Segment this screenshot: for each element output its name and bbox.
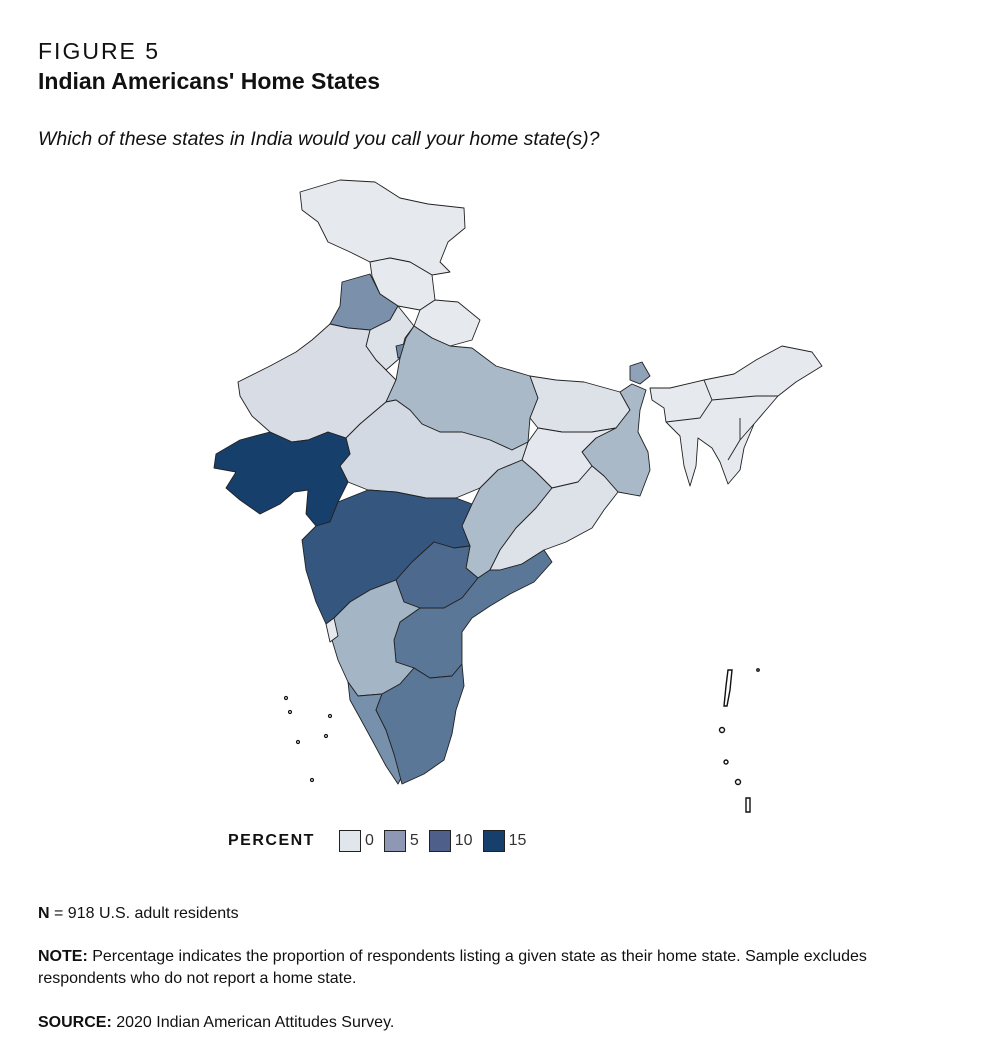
note-label: NOTE:	[38, 948, 88, 965]
region-sikkim	[630, 362, 650, 384]
legend-swatch-5	[384, 830, 406, 852]
legend-item-15	[483, 830, 527, 852]
survey-question: Which of these states in India would you call your home state(s)?	[38, 128, 600, 150]
legend-item-5	[384, 830, 419, 852]
legend-item-10	[429, 830, 473, 852]
india-choropleth-map	[200, 170, 840, 820]
region-northeast	[650, 346, 822, 486]
n-text: = 918 U.S. adult residents	[49, 905, 239, 922]
note-text	[38, 946, 948, 990]
source-body: 2020 Indian American Attitudes Survey.	[111, 1014, 395, 1031]
legend-swatch-10	[429, 830, 451, 852]
n-label: N	[38, 905, 50, 922]
legend-swatch-0	[339, 830, 361, 852]
legend-value: 0	[364, 832, 374, 849]
lakshadweep-islands	[285, 697, 332, 782]
legend-swatch-15	[483, 830, 505, 852]
note-body: Percentage indicates the proportion of respondents listing a given state as their home state. Sample excludes respondents who do not report a home state.	[38, 948, 867, 987]
legend-value: 15	[508, 832, 527, 849]
region-bihar	[530, 376, 630, 432]
map-legend	[228, 826, 536, 856]
legend-value: 5	[409, 832, 419, 849]
sample-size-note	[38, 903, 948, 925]
legend-value: 10	[454, 832, 473, 849]
source-label: SOURCE:	[38, 1014, 112, 1031]
figure-label: FIGURE 5	[38, 38, 161, 64]
figure-title: Indian Americans' Home States	[38, 68, 381, 94]
legend-title: PERCENT	[228, 832, 315, 849]
andaman-nicobar-islands	[720, 669, 760, 812]
region-gujarat	[214, 432, 350, 526]
map-svg	[200, 170, 840, 820]
legend-item-0	[339, 830, 374, 852]
source-text	[38, 1012, 948, 1034]
